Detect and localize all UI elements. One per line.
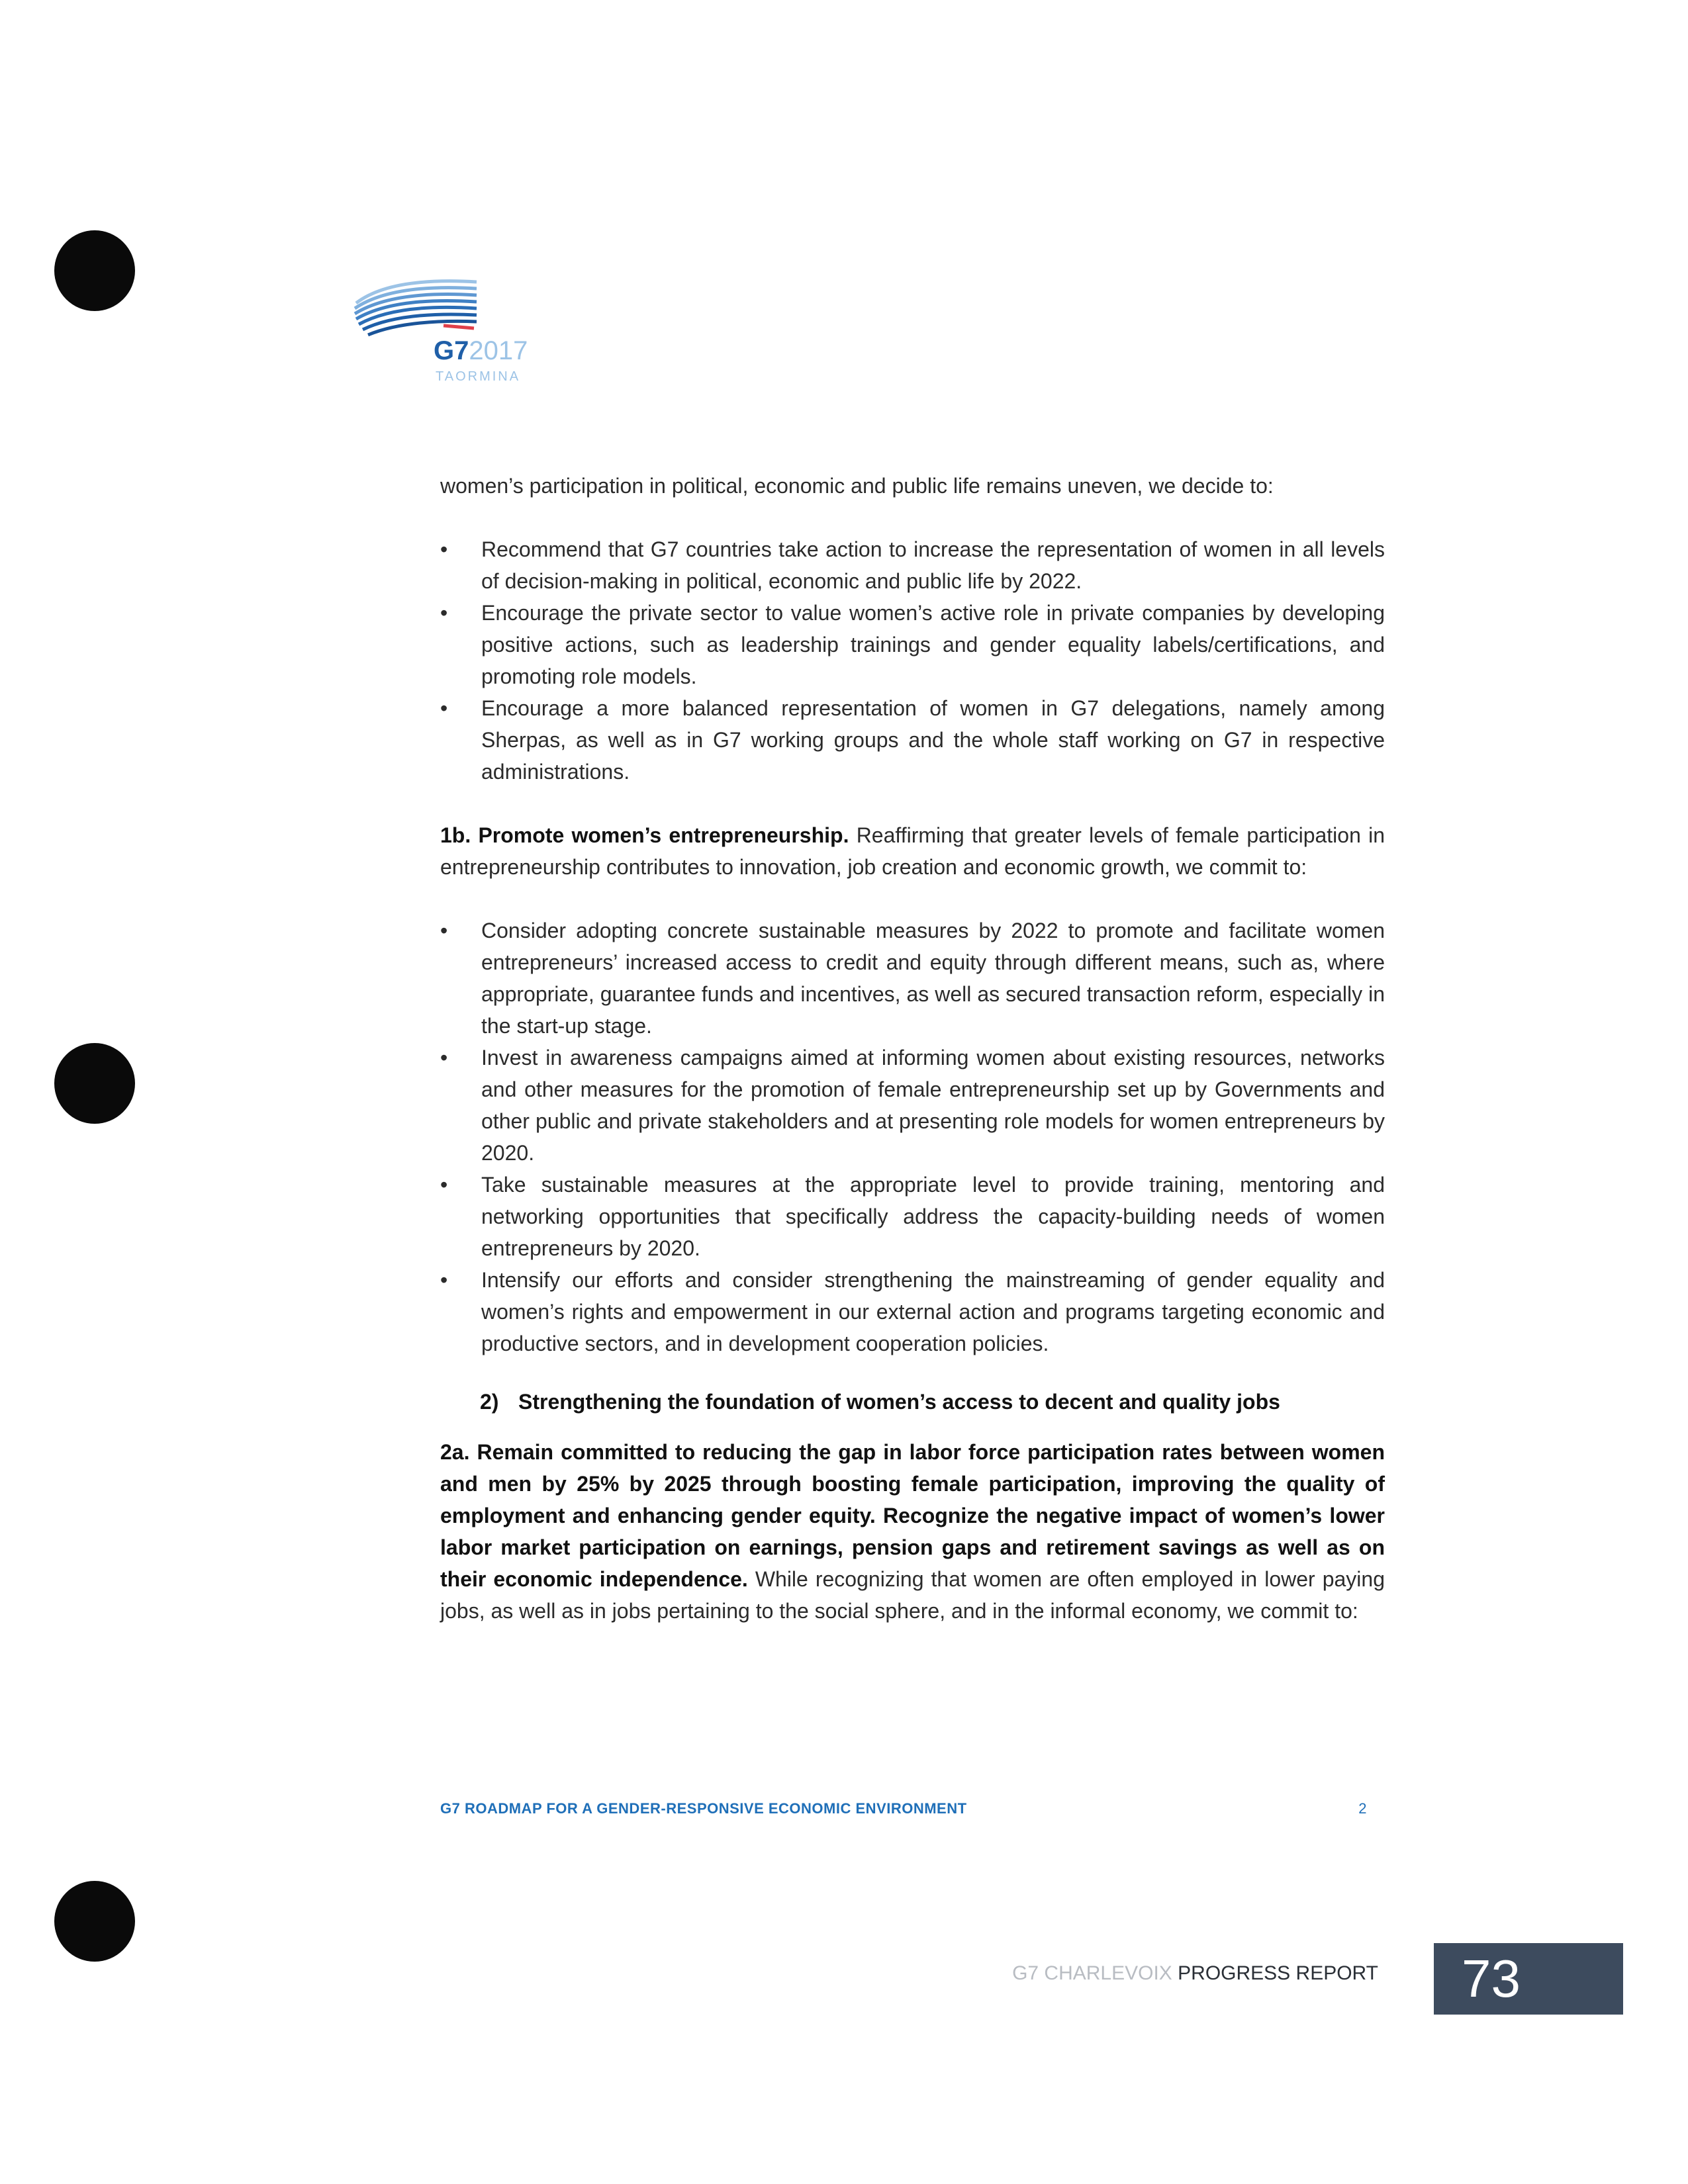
section-2-title: Strengthening the foundation of women’s access to decent and quality jobs: [518, 1390, 1280, 1414]
document-body: [440, 470, 1385, 1627]
entrepreneurship-list: [440, 915, 1385, 1359]
logo-city: TAORMINA: [436, 369, 521, 384]
punch-hole: [54, 1043, 135, 1124]
section-2-number: 2): [480, 1390, 499, 1414]
running-footer-title: G7 ROADMAP FOR A GENDER-RESPONSIVE ECONOMIC ENVIRONMENT: [440, 1800, 967, 1817]
list-item: • Encourage a more balanced representation of women in G7 delegations, namely among Sherpas, as well as in G7 working groups and the whole staff working on G7 in respective administrations.: [440, 692, 1385, 788]
punch-hole: [54, 230, 135, 311]
list-item: • Encourage the private sector to value women’s active role in private companies by developing positive actions, such as leadership trainings and gender equality labels/certifications, and promoting role models.: [440, 597, 1385, 692]
logo-brand: G7: [434, 336, 469, 365]
report-label: [1012, 1960, 1378, 1987]
section-2a-text: While recognizing that women are often employed in lower paying jobs, as well as in jobs pertaining to the social sphere, and in the informal economy, we commit to:: [440, 1567, 1385, 1623]
report-label-dark: PROGRESS REPORT: [1178, 1962, 1378, 1984]
section-2a-bold: 2a. Remain committed to reducing the gap in labor force participation rates between women and men by 25% by 2025 through boosting female participation, improving the quality of employment and enhancing gender equity. Recognize the negative impact of women’s lower labor market participation on earnings, pension gaps and retirement savings as well as on their economic independence.: [440, 1440, 1385, 1591]
punch-hole: [54, 1881, 135, 1962]
section-1b-text: Reaffirming that greater levels of female participation in entrepreneurship contributes to innovation, job creation and economic growth, we commit to:: [440, 823, 1385, 879]
g7-logo: [351, 277, 563, 396]
report-label-faint: G7 CHARLEVOIX: [1012, 1962, 1172, 1984]
list-item: • Invest in awareness campaigns aimed at informing women about existing resources, networks and other measures for the promotion of female entrepreneurship set up by Governments and other public and private stakeholders and at presenting role models for women entrepreneurs by 2020.: [440, 1042, 1385, 1169]
list-item: • Consider adopting concrete sustainable measures by 2022 to promote and facilitate women entrepreneurs’ increased access to credit and equity through different means, such as, where appropriate, guarantee funds and incentives, as well as secured transaction reform, especially in the start-up stage.: [440, 915, 1385, 1042]
report-page-number: 73: [1434, 1943, 1623, 2015]
section-1b-heading: 1b. Promote women’s entrepreneurship.: [440, 823, 849, 847]
section-2-heading: [440, 1386, 1385, 1418]
intro-paragraph: women’s participation in political, economic and public life remains uneven, we decide to:: [440, 474, 1274, 498]
list-item: • Take sustainable measures at the appropriate level to provide training, mentoring and networking opportunities that specifically address the capacity-building needs of women entrepreneurs by 2020.: [440, 1169, 1385, 1264]
list-item: • Intensify our efforts and consider strengthening the mainstreaming of gender equality and women’s rights and empowerment in our external action and programs targeting economic and productive sectors, and in development cooperation policies.: [440, 1264, 1385, 1359]
section-1b-paragraph: [440, 819, 1385, 883]
running-footer-page-number: 2: [1358, 1800, 1367, 1817]
decision-list: [440, 533, 1385, 788]
section-2a-paragraph: [440, 1436, 1385, 1627]
running-footer: [440, 1800, 1367, 1817]
list-item: • Recommend that G7 countries take action to increase the representation of women in all levels of decision-making in political, economic and public life by 2022.: [440, 533, 1385, 597]
logo-year: 2017: [469, 336, 528, 365]
